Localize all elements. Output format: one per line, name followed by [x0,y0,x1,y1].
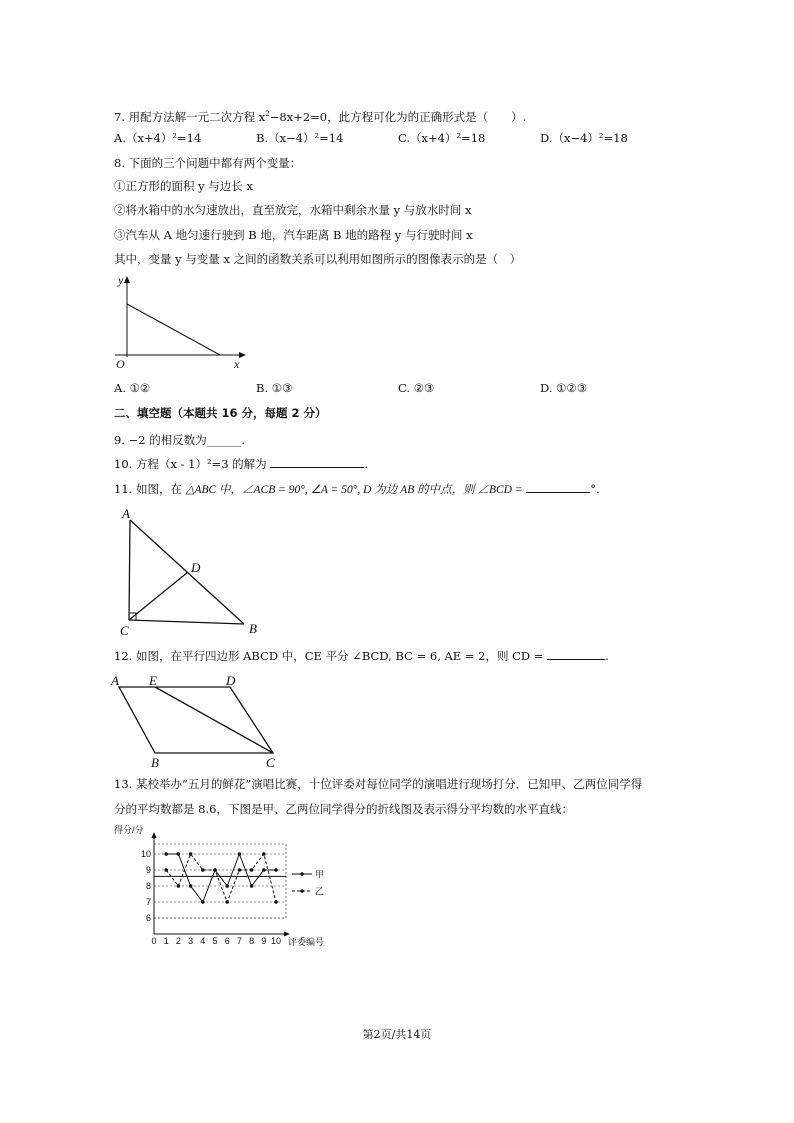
chart-y-tick-label: 8 [145,881,151,891]
chart-x-tick-label: 7 [236,936,242,946]
q11-label-b: B [249,621,257,636]
q8-item-2: ②将水箱中的水匀速放出，直至放完，水箱中剩余水量 y 与放水时间 x [114,203,472,217]
chart-x-tick-label: 0 [151,936,157,946]
q12-label-a: A [111,673,119,688]
chart-legend-label-2: 乙 [315,886,325,897]
q13-line-1: 13. 某校举办“五月的鲜花”演唱比赛，十位评委对每位同学的演唱进行现场打分．已知甲、乙两位同学得 [114,777,643,791]
chart-point-series-2 [274,900,278,904]
chart-frame [154,844,286,918]
chart-point-series-1 [262,868,266,872]
q8-option-a[interactable]: A. ①② [114,381,151,395]
q12-text: 12. 如图，在平行四边形 ABCD 中，CE 平分 ∠BCD, BC = 6, AE = 2，则 CD = . [114,649,609,663]
q12-label-e: E [149,673,157,688]
q7-stem: 7. 用配方法解一元二次方程 $x^2-8x+2=0$，此方程可化为的正确形式是（ ）. [114,109,527,124]
score-line-chart [112,822,352,952]
chart-y-tick-label: 6 [145,913,151,923]
chart-point-series-2 [238,868,242,872]
q8-item-1: ①正方形的面积 y 与边长 x [114,179,253,193]
chart-x-tick-label: 3 [188,936,194,946]
chart-ylabel: 得分/分 [114,825,144,835]
q12-label-b: B [151,755,159,770]
chart-point-series-2 [177,884,181,888]
chart-point-series-2 [201,868,205,872]
q11-label-a: A [122,506,130,521]
chart-point-series-1 [177,852,181,856]
q10-text: 10. 方程（x - 1）²=3 的解为 . [114,457,368,471]
q8-item-3: ③汽车从 A 地匀速行驶到 B 地，汽车距离 B 地的路程 y 与行驶时间 x [114,228,473,242]
q8-stem: 8. 下面的三个问题中都有两个变量： [114,156,302,170]
chart-x-arrow [284,932,290,937]
q11-label-c: C [120,623,129,638]
chart-y-tick-label: 7 [145,897,151,907]
q13-line-2: 分的平均数都是 8.6，下图是甲、乙两位同学得分的折线图及表示得分平均数的水平直线： [114,802,573,816]
q12-label-d: D [226,673,236,688]
chart-point-series-2 [225,900,229,904]
chart-point-series-1 [238,852,242,856]
q7-option-d[interactable]: D.（x−4）²=18 [540,131,628,145]
chart-x-tick-label: 9 [261,936,267,946]
chart-x-tick-label: 1 [163,936,169,946]
q8-graph-origin: O [116,357,125,371]
q12-label-c: C [266,755,275,770]
chart-point-series-1 [274,868,278,872]
q7-option-c[interactable]: C.（x+4）²=18 [398,131,486,145]
chart-legend-marker-1 [300,872,304,876]
chart-point-series-2 [250,868,254,872]
chart-xlabel: 评委编号 [288,937,325,947]
q11-text: 11. 如图，在 △ABC 中，∠ACB = 90°, ∠A = 50°, D 为边 AB 的中点，则 ∠BCD = °. [114,482,600,496]
chart-point-series-2 [164,868,168,872]
chart-y-arrow [152,832,157,838]
q11-label-d: D [191,560,201,575]
chart-point-series-2 [189,852,193,856]
chart-point-series-1 [250,884,254,888]
chart-x-tick-label: 8 [249,936,255,946]
chart-point-series-1 [189,884,193,888]
q8-graph-y-label: y [118,273,124,287]
q8-option-c[interactable]: C. ②③ [398,381,435,395]
page-footer: 第2页/共14页 [362,1028,432,1041]
q12-figure [110,670,285,770]
section-title: 二、填空题（本题共 16 分，每题 2 分） [114,406,327,420]
chart-x-tick-label: 6 [224,936,230,946]
q9-text: 9. −2 的相反数为______. [114,433,245,447]
q8-option-d[interactable]: D. ①②③ [540,381,588,395]
chart-y-tick-label: 10 [140,849,151,859]
chart-x-tick-label: 2 [175,936,181,946]
chart-y-tick-label: 9 [145,865,151,875]
q7-option-a[interactable]: A.（x+4）²=14 [114,131,202,145]
chart-point-series-2 [213,868,217,872]
chart-x-tick-label: 10 [270,936,282,946]
q10-answer-blank[interactable] [270,456,364,468]
chart-series-line-1 [166,854,276,902]
q11-figure [110,504,270,639]
chart-point-series-1 [201,900,205,904]
q11-answer-blank[interactable] [526,481,590,493]
q12-answer-blank[interactable] [547,648,605,660]
q8-graph-x-label: x [234,357,240,371]
chart-legend-marker-2 [300,889,304,893]
q7-option-b[interactable]: B.（x−4）²=14 [256,131,344,145]
chart-x-tick-label: 5 [212,936,218,946]
q8-question: 其中，变量 y 与变量 x 之间的函数关系可以利用如图所示的图像表示的是（ ） [114,252,522,266]
chart-x-tick-label: 4 [200,936,206,946]
chart-point-series-2 [262,852,266,856]
chart-point-series-1 [164,852,168,856]
chart-legend-label-1: 甲 [315,869,325,880]
chart-point-series-1 [225,884,229,888]
q8-option-b[interactable]: B. ①③ [256,381,293,395]
q8-graph [110,272,250,372]
